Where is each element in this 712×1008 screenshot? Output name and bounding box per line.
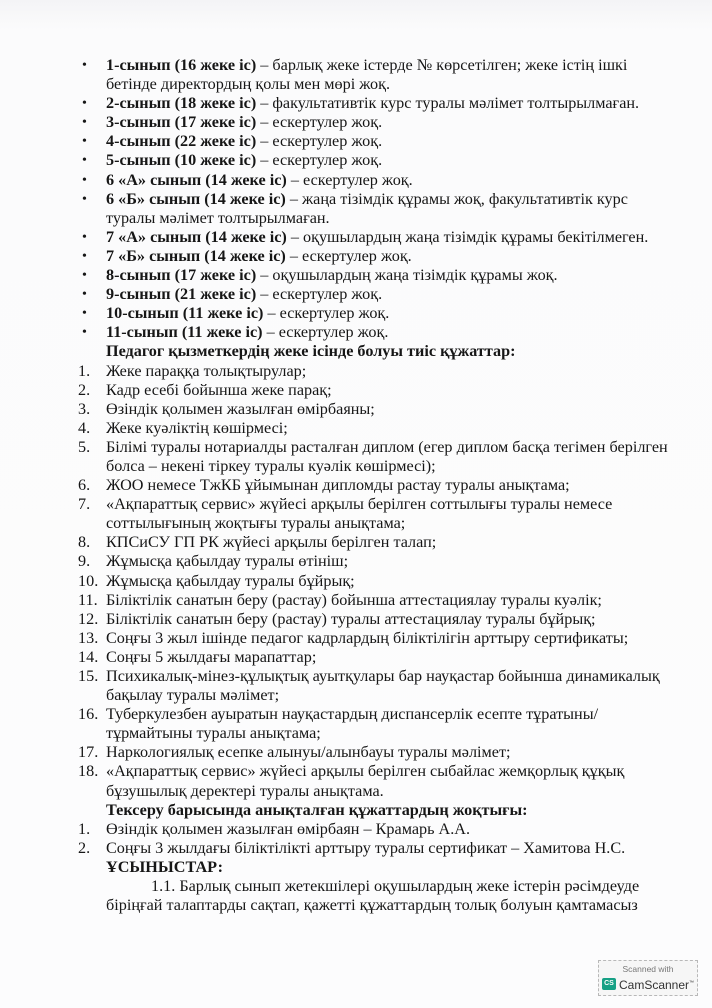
item-text: Жеке параққа толықтырулар; [106,361,307,380]
item-text: Жұмысқа қабылдау туралы өтініш; [106,552,349,571]
class-label: 11-сынып (11 жеке іс) [106,323,263,342]
class-note: оқушылардың жаңа тізімдік құрамы жоқ. [272,266,558,285]
list-item [78,839,678,858]
list-item [78,533,678,552]
recommendation-paragraph: 1.1. Барлық сынып жетекшілері оқушылардың жеке істерін рәсімдеуде біріңғай талаптарды сақтап, қажетті құжаттардың толық болуын қамтамасыз [106,877,640,915]
item-number: 1. [78,361,91,380]
class-note: ескертулер жоқ. [302,246,412,265]
bullet-icon: • [82,115,87,131]
item-number: 14. [78,647,99,666]
class-note: ескертулер жоқ. [272,285,383,304]
item-number: 13. [78,628,99,647]
class-files-list [78,56,678,342]
list-item [78,572,678,591]
class-label: 4-сынып (22 жеке іс) [106,132,257,151]
item-text: Өзіндік қолымен жазылған өмірбаян – Крамарь А.А. [106,819,471,838]
item-text: «Ақпараттық сервис» жүйесі арқылы берілген сыбайлас жемқорлық құқық бұзушылық деректері туралы анықтама. [106,762,625,800]
list-item: • 5-сынып (10 жеке іс) – ескертулер жоқ. [82,151,383,170]
list-item: • 8-сынып (17 жеке іс) – оқушылардың жаңа тізімдік құрамы жоқ. [82,266,558,285]
document-body [78,56,678,915]
item-number: 10. [78,571,99,590]
recommendations-heading: ҰСЫНЫСТАР: [106,857,224,876]
item-text: Біліктілік санатын беру (растау) туралы аттестациялау туралы бұйрық; [106,609,596,628]
item-number: 15. [78,667,99,685]
class-note: ескертулер жоқ. [272,151,383,170]
item-number: 6. [78,476,91,495]
bullet-icon: • [82,248,87,264]
item-text: Психикалық-мінез-құлықтық ауытқулары бар науқастар бойынша динамикалық бақылау туралы мәлімет; [106,667,660,705]
class-note: ескертулер жоқ. [302,170,413,189]
item-number: 5. [78,437,91,456]
bullet-icon: • [82,153,87,169]
list-item [78,648,678,667]
class-label: 2-сынып (18 жеке іс) [106,94,257,113]
list-item: • 6 «А» сынып (14 жеке іс) – ескертулер жоқ. [82,170,413,189]
class-label: 10-сынып (11 жеке іс) [106,304,264,323]
class-note: ескертулер жоқ. [279,304,390,323]
list-item: • 10-сынып (11 жеке іс) – ескертулер жоқ. [82,304,390,323]
list-item: • 9-сынып (21 жеке іс) – ескертулер жоқ. [82,285,383,304]
list-item [78,476,678,495]
list-item [78,400,678,419]
class-note: ескертулер жоқ. [272,113,383,132]
list-item: • 7 «Б» сынып (14 жеке іс) – ескертулер жоқ. [82,246,412,265]
camscanner-logo-icon: CS [602,978,616,990]
item-text: Соңғы 3 жылдағы біліктілікті арттыру туралы сертификат – Хамитова Н.С. [106,838,626,857]
list-item [78,610,678,629]
class-label: 5-сынып (10 жеке іс) [106,151,257,170]
item-text: Соңғы 3 жыл ішінде педагог кадрлардың біліктілігін арттыру сертификаты; [106,628,629,647]
item-number: 12. [78,609,99,628]
class-label: 3-сынып (17 жеке іс) [106,113,257,132]
list-item: • 11-сынып (11 жеке іс) – ескертулер жоқ. [82,323,389,342]
class-label: 7 «А» сынып (14 жеке іс) [106,227,287,246]
item-number: 2. [78,838,91,857]
camscanner-watermark [598,960,698,996]
bullet-icon: • [82,134,87,150]
item-text: Өзіндік қолымен жазылған өмірбаяны; [106,399,375,418]
item-number: 4. [78,418,91,437]
class-label: 7 «Б» сынып (14 жеке іс) [106,246,286,265]
class-label: 9-сынып (21 жеке іс) [106,285,257,304]
list-item [78,705,678,743]
list-item [78,419,678,438]
item-number: 11. [78,590,98,609]
item-text: ЖОО немесе ТжКБ ұйымынан дипломды растау туралы анықтама; [106,476,570,495]
bullet-icon: • [82,268,87,284]
class-note: ескертулер жоқ. [272,132,383,151]
item-number: 2. [78,380,91,399]
list-item [78,362,678,381]
class-label: 6 «Б» сынып (14 жеке іс) [106,189,286,208]
missing-docs-heading: Тексеру барысында анықталған құжаттардың жоқтығы: [106,800,528,819]
watermark-caption: Scanned with [622,964,674,974]
bullet-icon: • [82,287,87,303]
class-note: факультативтік курс туралы мәлімет толтырылмаған. [272,94,640,113]
bullet-icon: • [82,96,87,112]
list-item [78,438,678,476]
class-label: 6 «А» сынып (14 жеке іс) [106,170,287,189]
item-text: КПСиСУ ГП РК жүйесі арқылы берілген талап; [106,533,437,552]
item-number: 18. [78,762,99,781]
item-text: Жұмысқа қабылдау туралы бұйрық; [106,571,355,590]
bullet-icon: • [82,229,87,245]
list-item: • 7 «А» сынып (14 жеке іс) – оқушылардың жаңа тізімдік құрамы бекітілмеген. [82,227,649,246]
bullet-icon: • [82,58,87,73]
list-item: • 3-сынып (17 жеке іс) – ескертулер жоқ. [82,113,383,132]
item-text: Наркологиялық есепке алынуы/алынбауы туралы мәлімет; [106,743,511,762]
class-note: оқушылардың жаңа тізімдік құрамы бекітілмеген. [302,227,649,246]
list-item [78,762,678,800]
watermark-brand-name: CamScanner [618,978,690,992]
item-number: 1. [78,819,91,838]
item-text: «Ақпараттық сервис» жүйесі арқылы берілген соттылығы туралы немесе соттылығының жоқтығы туралы анықтама; [106,495,613,533]
item-number: 8. [78,533,91,552]
list-item [78,743,678,762]
missing-docs-list [78,820,678,858]
item-text: Кадр есебі бойынша жеке парақ; [106,380,332,399]
item-text: Білімі туралы нотариалды расталған диплом (егер диплом басқа тегімен берілген болса – некені тіркеу туралы куәлік көшірмесі); [106,437,668,475]
list-item [78,629,678,648]
list-item: • 4-сынып (22 жеке іс) – ескертулер жоқ. [82,132,383,151]
item-number: 16. [78,705,99,724]
list-item [78,591,678,610]
list-item [78,552,678,571]
class-note: барлық жеке істерде № көрсетілген; жеке істің ішкі бетінде директордың қолы мен мөрі жоқ. [106,56,628,94]
list-item [78,820,678,839]
watermark-brand [599,976,697,992]
required-docs-heading: Педагог қызметкердің жеке ісінде болуы тиіс құжаттар: [106,342,516,361]
bullet-icon: • [82,306,87,322]
class-label: 8-сынып (17 жеке іс) [106,266,257,285]
item-text: Туберкулезбен ауыратын науқастардың диспансерлік есепте тұратыны/тұрмайтыны туралы анықтама; [106,705,599,743]
class-note: жаңа тізімдік құрамы жоқ, факультативтік курс туралы мәлімет толтырылмаған. [106,189,628,227]
item-number: 9. [78,552,91,571]
required-docs-list [78,362,678,801]
bullet-icon: • [82,172,87,188]
list-item [78,381,678,400]
item-text: Жеке куәліктің көшірмесі; [106,418,288,437]
list-item [78,495,678,533]
bullet-icon: • [82,325,87,341]
class-label: 1-сынып (16 жеке іс) [106,56,257,74]
list-item: • 6 «Б» сынып (14 жеке іс) – жаңа тізімдік құрамы жоқ, факультативтік курс туралы мәлімет толтырылмаған. [82,189,628,227]
item-number: 3. [78,399,91,418]
class-note: ескертулер жоқ. [278,323,389,342]
list-item: • 2-сынып (18 жеке іс) – факультативтік курс туралы мәлімет толтырылмаған. [82,94,640,113]
trademark-mark: ™ [689,980,695,986]
item-text: Соңғы 5 жылдағы марапаттар; [106,647,317,666]
bullet-icon: • [82,191,87,207]
list-item: • 1-сынып (16 жеке іс) – барлық жеке істерде № көрсетілген; жеке істің ішкі бетінде директордың қолы мен мөрі жоқ. [82,56,628,94]
list-item [78,667,678,705]
item-number: 17. [78,743,99,762]
item-number: 7. [78,495,91,514]
item-text: Біліктілік санатын беру (растау) бойынша аттестациялау туралы куәлік; [106,590,602,609]
